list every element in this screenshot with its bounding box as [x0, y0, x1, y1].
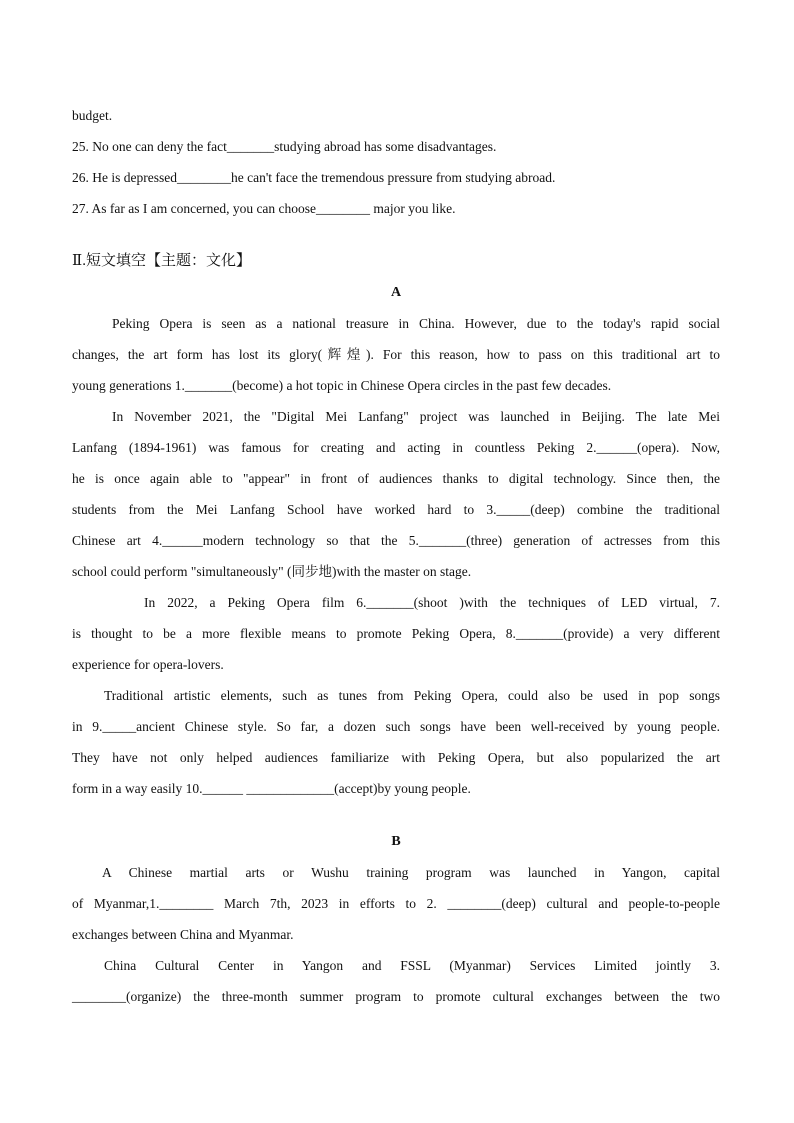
passage-a-line: They have not only helped audiences familiarize with Peking Opera, but also popularized the art	[72, 750, 720, 765]
question-26: 26. He is depressed________he can't face the tremendous pressure from studying abroad.	[72, 170, 556, 185]
passage-a-line: experience for opera-lovers.	[72, 657, 224, 672]
passage-a-label: A	[390, 285, 402, 300]
section-title: Ⅱ.短文填空【主题：文化】	[72, 253, 251, 269]
spacer	[72, 224, 720, 246]
passage-a-line: In 2022, a Peking Opera film 6._______(shoot )with the techniques of LED virtual, 7.	[144, 595, 720, 610]
text-line: budget.	[72, 108, 113, 123]
spacer	[72, 804, 720, 826]
question-27: 27. As far as I am concerned, you can choose________ major you like.	[72, 201, 456, 216]
passage-a-line: Peking Opera is seen as a national treasure in China. However, due to the today's rapid social	[112, 316, 720, 331]
passage-a-line: In November 2021, the "Digital Mei Lanfang" project was launched in Beijing. The late Mei	[112, 409, 720, 424]
passage-a-line: Traditional artistic elements, such as tunes from Peking Opera, could also be used in pop songs	[104, 688, 720, 703]
passage-a-line: Chinese art 4.______modern technology so that the 5._______(three) generation of actresses from this	[72, 533, 720, 548]
passage-b-line: exchanges between China and Myanmar.	[72, 927, 294, 942]
passage-b-line: A Chinese martial arts or Wushu training program was launched in Yangon, capital	[102, 865, 720, 880]
passage-b-line: of Myanmar,1.________ March 7th, 2023 in efforts to 2. ________(deep) cultural and people-to-people	[72, 896, 720, 911]
passage-b-label: B	[391, 834, 401, 849]
passage-a-line: form in a way easily 10.______ _____________(accept)by young people.	[72, 781, 471, 796]
passage-a-line: is thought to be a more flexible means to promote Peking Opera, 8._______(provide) a very different	[72, 626, 720, 641]
passage-a-line: he is once again able to "appear" in front of audiences thanks to digital technology. Since then, the	[72, 471, 720, 486]
page-content	[72, 100, 720, 1012]
passage-b-line: China Cultural Center in Yangon and FSSL (Myanmar) Services Limited jointly 3.	[104, 958, 720, 973]
passage-a-line: in 9._____ancient Chinese style. So far, a dozen such songs have been well-received by young people.	[72, 719, 720, 734]
passage-a-line: students from the Mei Lanfang School have worked hard to 3._____(deep) combine the traditional	[72, 502, 720, 517]
passage-a-line: changes, the art form has lost its glory(辉煌). For this reason, how to pass on this traditional art to	[72, 347, 720, 362]
passage-b-line: ________(organize) the three-month summer program to promote cultural exchanges between the two	[72, 989, 720, 1004]
passage-a-line: school could perform "simultaneously" (同步地)with the master on stage.	[72, 564, 472, 579]
passage-a-line: Lanfang (1894-1961) was famous for creating and acting in countless Peking 2.______(opera). Now,	[72, 440, 720, 455]
passage-a-line: young generations 1._______(become) a hot topic in Chinese Opera circles in the past few decades.	[72, 378, 612, 393]
question-25: 25. No one can deny the fact_______studying abroad has some disadvantages.	[72, 139, 497, 154]
